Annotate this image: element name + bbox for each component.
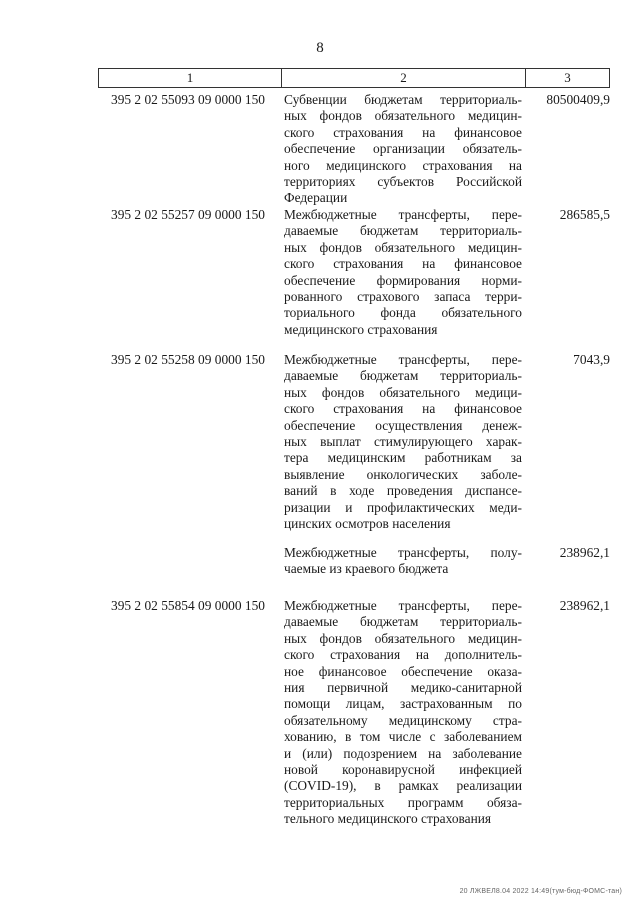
description-line: ского страхования на финансовое — [284, 124, 522, 140]
description-line: помощи лицам, застрахованным по — [284, 696, 522, 712]
description-line: новой коронавирусной инфекцией — [284, 762, 522, 778]
amount: 238962,1 — [559, 598, 610, 613]
budget-code: 395 2 02 55258 09 0000 150 — [111, 352, 265, 367]
description-line: ния первичной медико-санитарной — [284, 680, 522, 696]
description-line: ных фондов обязательного медици- — [284, 384, 522, 400]
amount: 286585,5 — [559, 207, 610, 222]
description-line: тера медицинским работникам за — [284, 450, 522, 466]
description-line: ных выплат стимулирующего харак- — [284, 434, 522, 450]
description-line: ского страхования на финансовое — [284, 256, 522, 272]
description-line: выявление онкологических заболе- — [284, 466, 522, 482]
amount: 238962,1 — [559, 545, 610, 560]
table-header — [98, 68, 610, 88]
row-description — [284, 92, 522, 207]
row-description — [284, 545, 522, 578]
description-line: ризации и профилактических меди- — [284, 499, 522, 515]
description-line: ного медицинского страхования на — [284, 157, 522, 173]
description-line: тельного медицинского страхования — [284, 811, 492, 827]
row-description — [284, 207, 522, 338]
description-line: ского страхования на дополнитель- — [284, 647, 522, 663]
description-line: ное финансовое обеспечение оказа- — [284, 663, 522, 679]
budget-code: 395 2 02 55854 09 0000 150 — [111, 598, 265, 613]
description-line: ных фондов обязательного медицин- — [284, 239, 522, 255]
description-line: даваемые бюджетам территориаль- — [284, 614, 522, 630]
description-line: ториального фонда обязательного — [284, 305, 522, 321]
header-col-2: 2 — [282, 69, 526, 87]
description-line: ваний в ходе проведения диспансе- — [284, 483, 522, 499]
description-line: обеспечение осуществления денеж- — [284, 417, 522, 433]
description-line: рованного страхового запаса терри- — [284, 289, 522, 305]
row-description — [284, 598, 522, 828]
description-line: территориальных программ обяза- — [284, 794, 522, 810]
description-line: ского страхования на финансовое — [284, 401, 522, 417]
description-line: ных фондов обязательного медицин- — [284, 108, 522, 124]
description-line: обязательному медицинскому стра- — [284, 712, 522, 728]
description-line: Межбюджетные трансферты, пере- — [284, 598, 522, 613]
description-line: Межбюджетные трансферты, полу- — [284, 545, 522, 560]
budget-code: 395 2 02 55257 09 0000 150 — [111, 207, 265, 222]
description-line: даваемые бюджетам территориаль- — [284, 368, 522, 384]
description-line: чаемые из краевого бюджета — [284, 561, 449, 577]
row-description — [284, 352, 522, 532]
amount: 7043,9 — [573, 352, 610, 367]
description-line: Субвенции бюджетам территориаль- — [284, 92, 522, 107]
description-line: Межбюджетные трансферты, пере- — [284, 207, 522, 222]
description-line: даваемые бюджетам территориаль- — [284, 223, 522, 239]
header-col-3: 3 — [564, 70, 571, 85]
description-line: (COVID-19), в рамках реализации — [284, 778, 522, 794]
description-line: хованию, в том числе с заболеванием — [284, 729, 522, 745]
description-line: цинских осмотров населения — [284, 516, 451, 532]
description-line: медицинского страхования — [284, 321, 438, 337]
description-line: обеспечение организации обязатель- — [284, 141, 522, 157]
description-line: территориях субъектов Российской — [284, 174, 522, 190]
description-line: Межбюджетные трансферты, пере- — [284, 352, 522, 367]
amount: 80500409,9 — [546, 92, 610, 107]
description-line: Федерации — [284, 190, 348, 206]
footer-stamp: 20 ЛЖВЕЛ8.04 2022 14:49(тум-бюд-ФОМС-тан) — [459, 888, 622, 895]
description-line: и (или) подозрением на заболевание — [284, 745, 522, 761]
header-col-1: 1 — [99, 69, 282, 87]
budget-code: 395 2 02 55093 09 0000 150 — [111, 92, 265, 107]
description-line: ных фондов обязательного медицин- — [284, 630, 522, 646]
description-line: обеспечение формирования норми- — [284, 272, 522, 288]
page-number: 8 — [316, 40, 324, 56]
